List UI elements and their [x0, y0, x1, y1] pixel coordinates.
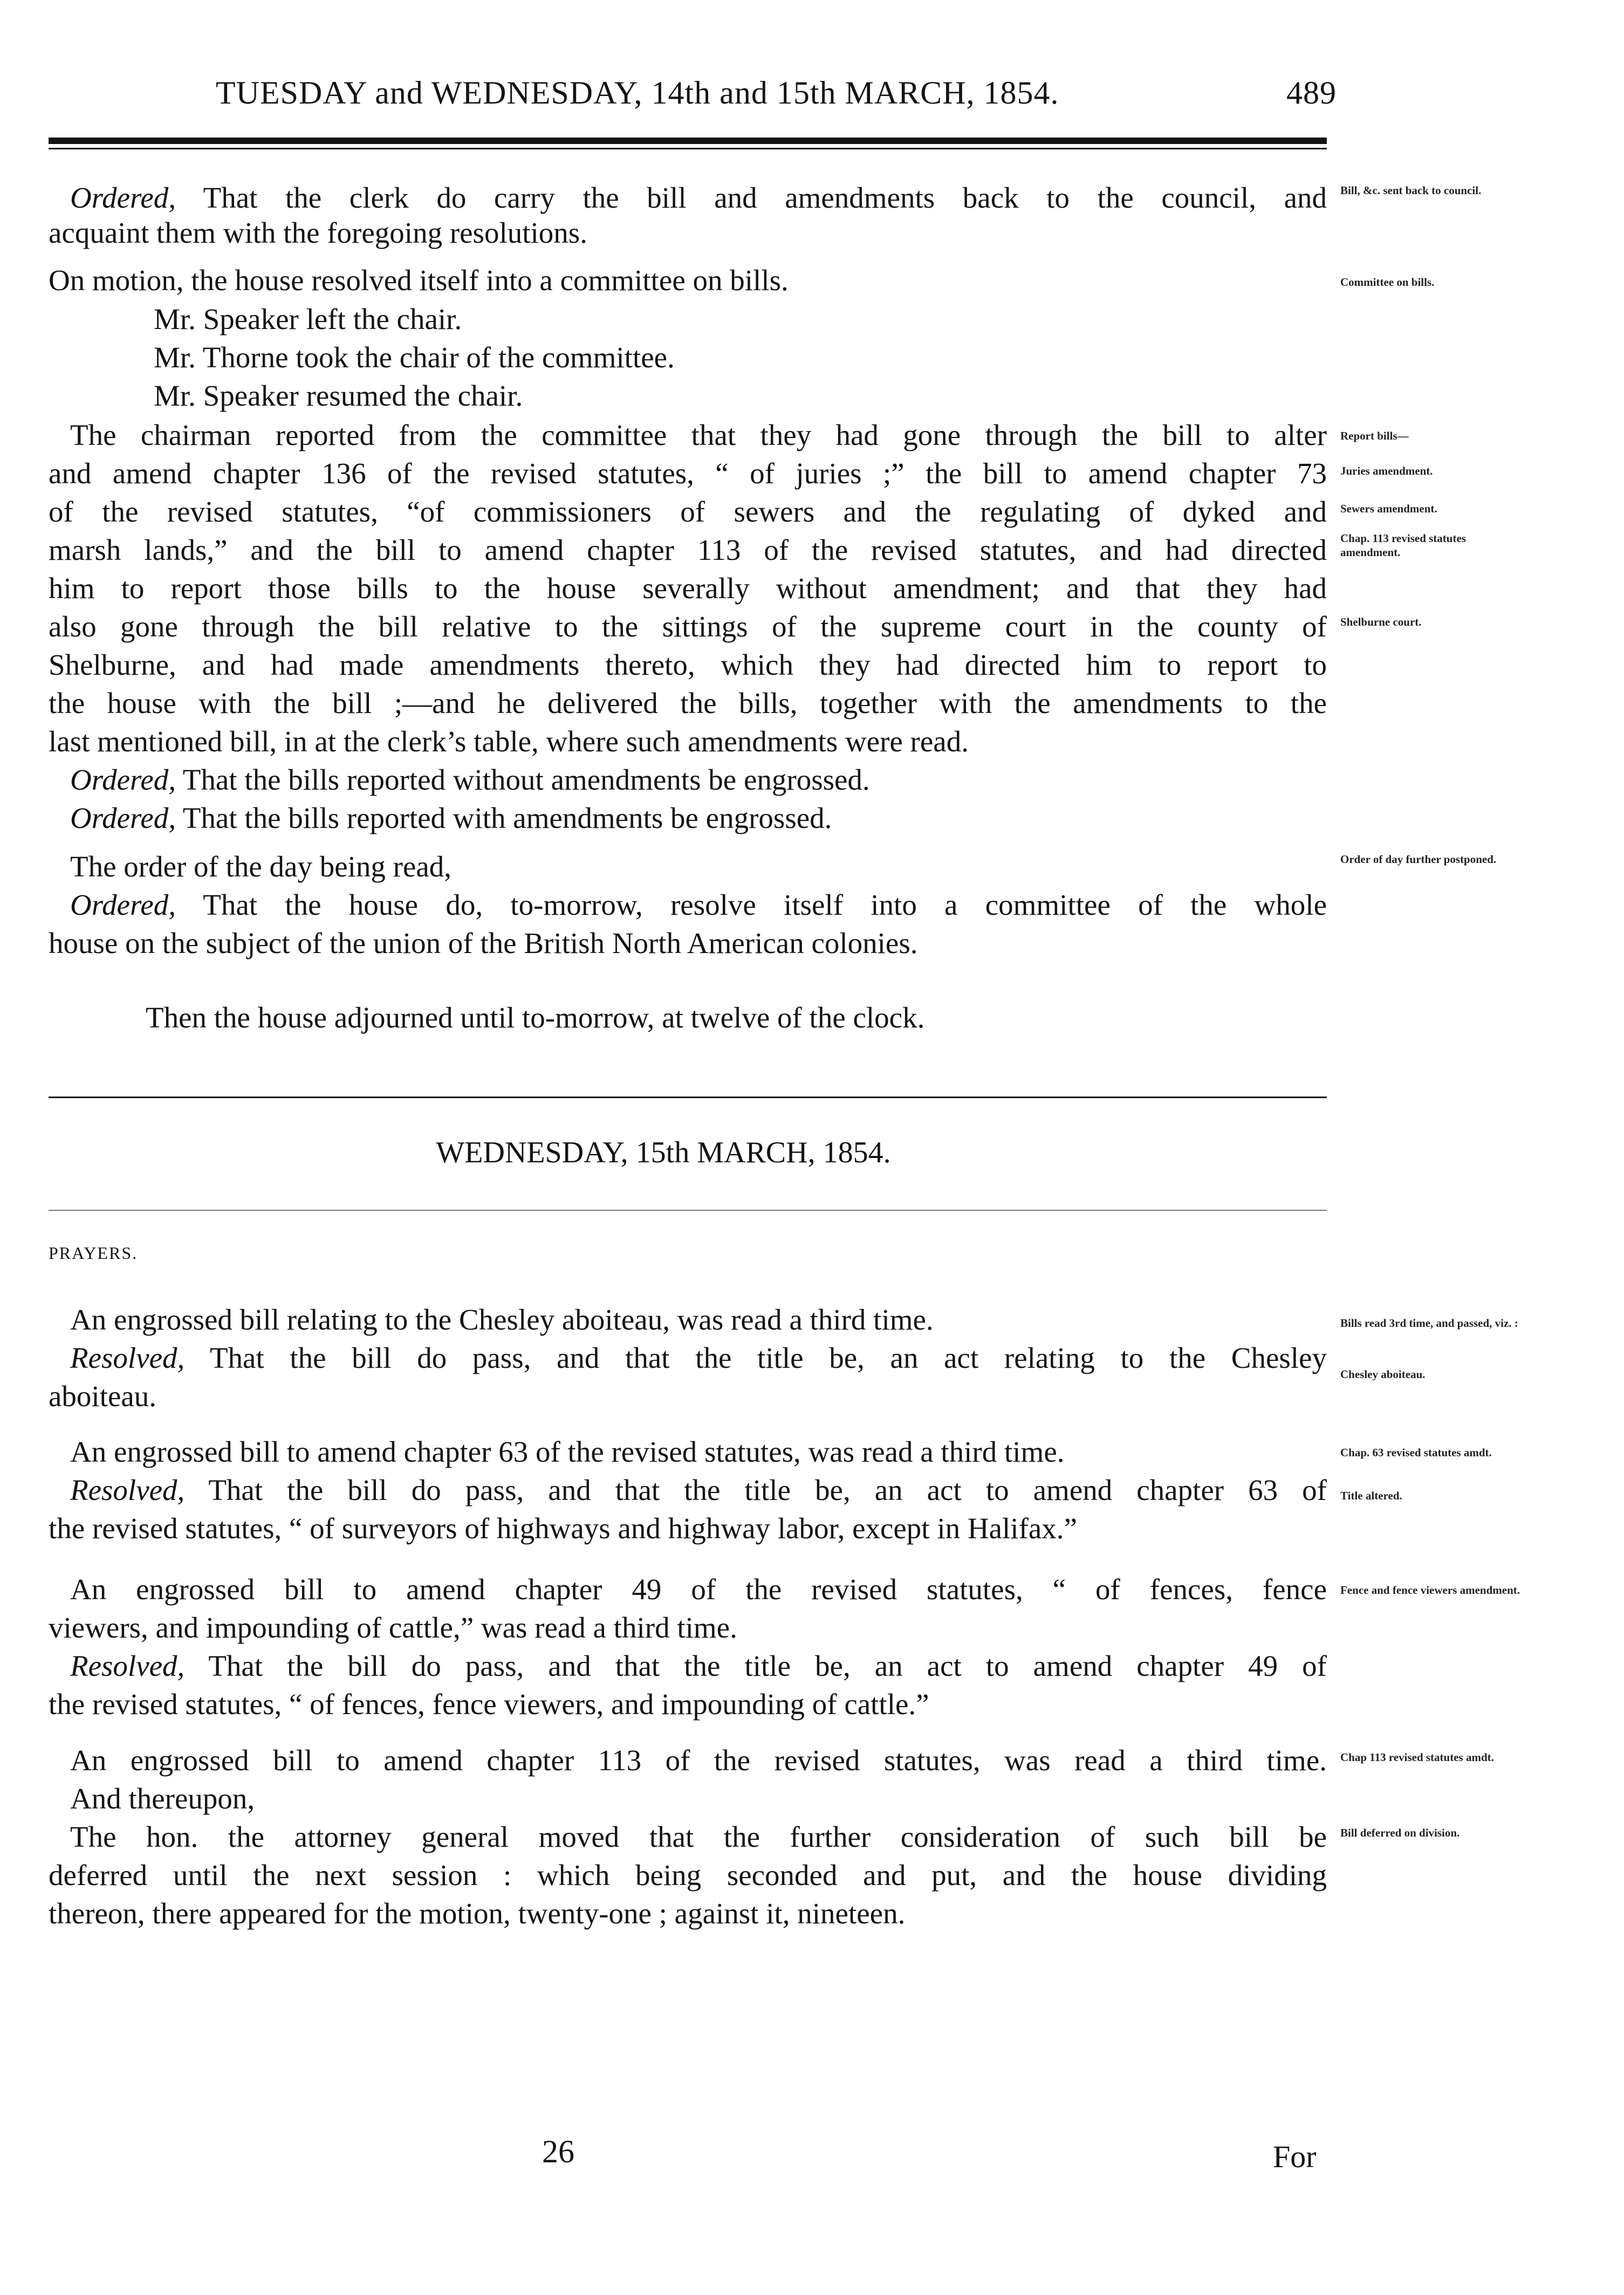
chap63-resolved-cont: the revised statutes, “ of surveyors of highways and highway labor, except in Halifax.”	[49, 1512, 1077, 1545]
report-line: last mentioned bill, in at the clerk’s table, where such amendments were read.	[49, 725, 969, 758]
committee-motion: On motion, the house resolved itself into a committee on bills.	[49, 264, 789, 297]
chap113-motion-cont: deferred until the next session : which being seconded and put, and the house dividing	[49, 1859, 1327, 1892]
ordered-union-line2: house on the subject of the union of the British North American colonies.	[49, 927, 918, 960]
margin-note: Chesley aboiteau.	[1340, 1368, 1426, 1381]
margin-note: Chap 113 revised statutes amdt.	[1340, 1751, 1494, 1764]
order-of-day: The order of the day being read,	[70, 850, 452, 883]
margin-note: Juries amendment.	[1340, 464, 1433, 477]
chap63-resolved: Resolved, That the bill do pass, and that the title be, an act to amend chapter 63 of	[70, 1474, 1327, 1506]
report-line: marsh lands,” and the bill to amend chapter 113 of the revised statutes, and had directed	[49, 533, 1327, 566]
margin-note: Report bills—	[1340, 429, 1409, 442]
margin-note: Sewers amendment.	[1340, 502, 1437, 515]
margin-note: Title altered.	[1340, 1489, 1402, 1502]
report-line: him to report those bills to the house severally without amendment; and that they had	[49, 572, 1327, 605]
heading-rule	[49, 1210, 1327, 1211]
margin-note: Bill deferred on division.	[1340, 1826, 1460, 1839]
thorne-chair: Mr. Thorne took the chair of the committee.	[154, 341, 675, 374]
ordered-label: Ordered,	[70, 181, 176, 214]
section-divider	[49, 1097, 1327, 1098]
chap113-thereupon: And thereupon,	[70, 1782, 255, 1815]
chap63-read: An engrossed bill to amend chapter 63 of the revised statutes, was read a third time.	[70, 1435, 1065, 1468]
margin-note: Fence and fence viewers amendment.	[1340, 1584, 1520, 1597]
chesley-resolved-cont: aboiteau.	[49, 1380, 157, 1413]
running-header-title: TUESDAY and WEDNESDAY, 14th and 15th MARCH, 1854.	[216, 75, 1059, 111]
report-line: The chairman reported from the committee that they had gone through the bill to alter	[70, 419, 1327, 451]
margin-note: Chap. 113 revised statutes amendment.	[1340, 532, 1466, 559]
signature-mark: 26	[542, 2134, 574, 2169]
margin-note: Bill, &c. sent back to council.	[1340, 184, 1482, 197]
chesley-resolved: Resolved, That the bill do pass, and that the title be, an act relating to the Chesley	[70, 1341, 1327, 1374]
chap113-division: thereon, there appeared for the motion, twenty-one ; against it, nineteen.	[49, 1897, 906, 1930]
ordered-bill-back-line2: acquaint them with the foregoing resolutions.	[49, 216, 587, 249]
adjourned-line: Then the house adjourned until to-morrow, at twelve of the clock.	[146, 1001, 925, 1034]
report-line: Shelburne, and had made amendments thereto, which they had directed him to report to	[49, 648, 1327, 681]
catchword: For	[1273, 2139, 1317, 2174]
speaker-left: Mr. Speaker left the chair.	[154, 303, 462, 335]
chap49-read: An engrossed bill to amend chapter 49 of the revised statutes, “ of fences, fence	[70, 1573, 1327, 1606]
report-line: of the revised statutes, “of commissioners of sewers and the regulating of dyked and	[49, 495, 1327, 528]
chesley-read: An engrossed bill relating to the Chesley aboiteau, was read a third time.	[70, 1303, 934, 1336]
header-rule-thin	[49, 148, 1327, 149]
report-line: the house with the bill ;—and he delivered the bills, together with the amendments to the	[49, 687, 1327, 720]
margin-note: Chap. 63 revised statutes amdt.	[1340, 1446, 1492, 1459]
day-heading: WEDNESDAY, 15th MARCH, 1854.	[436, 1136, 891, 1169]
page-number: 489	[1286, 75, 1337, 111]
ordered-union-line1: Ordered, That the house do, to-morrow, resolve itself into a committee of the whole	[70, 888, 1327, 921]
margin-note: Order of day further postponed.	[1340, 853, 1497, 866]
report-line: and amend chapter 136 of the revised statutes, “ of juries ;” the bill to amend chapter 73	[49, 457, 1327, 490]
chap49-resolved-cont: the revised statutes, “ of fences, fence viewers, and impounding of cattle.”	[49, 1688, 929, 1721]
speaker-resumed: Mr. Speaker resumed the chair.	[154, 379, 523, 412]
margin-note: Committee on bills.	[1340, 276, 1435, 289]
ordered-engrossed-2: Ordered, That the bills reported with amendments be engrossed.	[70, 801, 832, 834]
chap113-motion: The hon. the attorney general moved that the further consideration of such bill be	[70, 1820, 1327, 1853]
chap49-read-cont: viewers, and impounding of cattle,” was read a third time.	[49, 1611, 737, 1644]
chap113-read: An engrossed bill to amend chapter 113 of the revised statutes, was read a third time.	[70, 1744, 1327, 1777]
ordered-engrossed-1: Ordered, That the bills reported without amendments be engrossed.	[70, 763, 870, 796]
margin-note: Bills read 3rd time, and passed, viz. :	[1340, 1317, 1518, 1330]
report-line: also gone through the bill relative to the sittings of the supreme court in the county of	[49, 610, 1327, 643]
ordered-bill-back-line1: Ordered, That the clerk do carry the bill and amendments back to the council, and	[70, 181, 1327, 214]
margin-note: Shelburne court.	[1340, 615, 1422, 628]
prayers-label: PRAYERS.	[49, 1243, 138, 1263]
header-rule-thick	[49, 138, 1327, 144]
chap49-resolved: Resolved, That the bill do pass, and that the title be, an act to amend chapter 49 of	[70, 1649, 1327, 1682]
